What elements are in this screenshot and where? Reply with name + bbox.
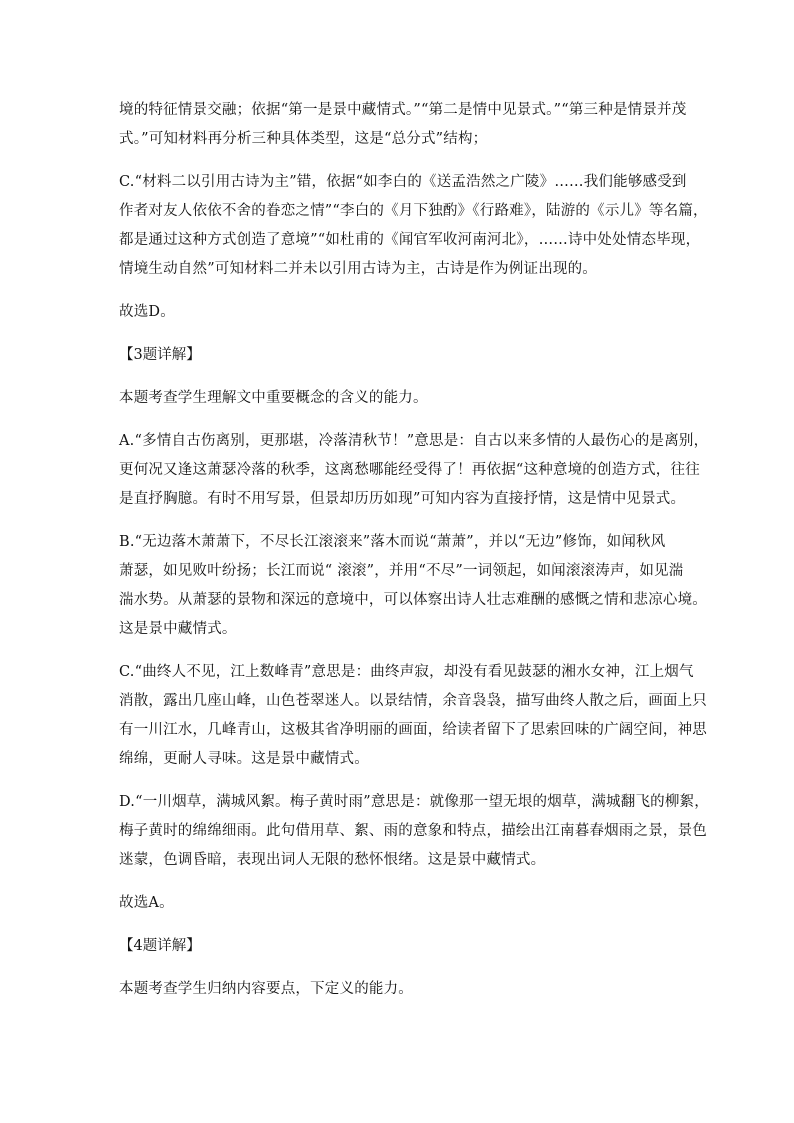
document-page bbox=[119, 96, 709, 1018]
text-line: 迷蒙，色调昏暗，表现出词人无限的愁怀恨绪。这是景中藏情式。 bbox=[119, 852, 546, 868]
text-line: 本题考查学生理解文中重要概念的含义的能力。 bbox=[119, 390, 428, 406]
paragraph-q4-intro bbox=[119, 975, 679, 1004]
paragraph-option-b-q3 bbox=[119, 528, 707, 644]
heading-text: 【3题详解】 bbox=[119, 347, 201, 363]
paragraph-option-c-q3 bbox=[119, 658, 707, 774]
answer-q3 bbox=[119, 889, 679, 918]
section-heading-q3 bbox=[119, 341, 679, 370]
text-line: 境的特征情景交融；依据“第一是景中藏情式。”“第二是情中见景式。”“第三种是情景并茂 bbox=[119, 102, 687, 118]
paragraph-option-d-q3 bbox=[119, 788, 709, 875]
text-line: 作者对友人依依不舍的眷恋之情”“李白的《月下独酌》《行路难》，陆游的《示儿》等名篇， bbox=[119, 203, 708, 219]
text-line: B.“无边落木萧萧下，不尽长江滚滚来”落木而说“萧萧”，并以“无边”修饰，如闻秋风 bbox=[119, 534, 666, 550]
text-line: C.“材料二以引用古诗为主”错，依据“如李白的《送孟浩然之广陵》……我们能够感受到 bbox=[119, 174, 687, 190]
text-line: 故选A。 bbox=[119, 895, 174, 911]
answer-q2 bbox=[119, 298, 679, 327]
text-line: 更何况又逢这萧瑟冷落的秋季，这离愁哪能经受得了！再依据“这种意境的创造方式，往往 bbox=[119, 462, 700, 478]
text-line: 故选D。 bbox=[119, 304, 175, 320]
text-line: C.“曲终人不见，江上数峰青”意思是：曲终声寂，却没有看见鼓瑟的湘水女神，江上烟气 bbox=[119, 664, 694, 680]
text-line: 湍水势。从萧瑟的景物和深远的意境中，可以体察出诗人壮志难酬的感慨之情和悲凉心境。 bbox=[119, 592, 707, 608]
heading-text: 【4题详解】 bbox=[119, 938, 201, 954]
paragraph-option-a-q3 bbox=[119, 427, 709, 514]
text-line: 是直抒胸臆。有时不用写景，但景却历历如现”可知内容为直接抒情，这是情中见景式。 bbox=[119, 491, 686, 507]
text-line: 有一川江水，几峰青山，这极其省净明丽的画面，给读者留下了思索回味的广阔空间，神思 bbox=[119, 722, 707, 738]
text-line: A.“多情自古伤离别，更那堪，冷落清秋节！”意思是：自古以来多情的人最伤心的是离别， bbox=[119, 433, 709, 449]
text-line: 情境生动自然”可知材料二并未以引用古诗为主，古诗是作为例证出现的。 bbox=[119, 261, 598, 277]
text-line: 这是景中藏情式。 bbox=[119, 621, 237, 637]
text-line: 萧瑟，如见败叶纷扬；长江而说“ 滚滚”，并用“不尽”一词领起，如闻滚滚涛声，如见湍 bbox=[119, 563, 684, 579]
text-line: D.“一川烟草，满城风絮。梅子黄时雨”意思是：就像那一望无垠的烟草，满城翻飞的柳絮， bbox=[119, 794, 709, 810]
text-line: 绵绵，更耐人寻味。这是景中藏情式。 bbox=[119, 751, 369, 767]
text-line: 式。”可知材料再分析三种具体类型，这是“总分式”结构； bbox=[119, 131, 488, 147]
text-line: 本题考查学生归纳内容要点，下定义的能力。 bbox=[119, 981, 413, 997]
text-line: 消散，露出几座山峰，山色苍翠迷人。以景结情，余音袅袅，描写曲终人散之后，画面上只 bbox=[119, 693, 707, 709]
paragraph-structure-analysis bbox=[119, 96, 687, 154]
paragraph-option-c-q2 bbox=[119, 168, 708, 284]
text-line: 梅子黄时的绵绵细雨。此句借用草、絮、雨的意象和特点，描绘出江南暮春烟雨之景，景色 bbox=[119, 823, 707, 839]
paragraph-q3-intro bbox=[119, 384, 679, 413]
text-line: 都是通过这种方式创造了意境”“如杜甫的《闻官军收河南河北》，……诗中处处情态毕现， bbox=[119, 232, 701, 248]
section-heading-q4 bbox=[119, 932, 679, 961]
